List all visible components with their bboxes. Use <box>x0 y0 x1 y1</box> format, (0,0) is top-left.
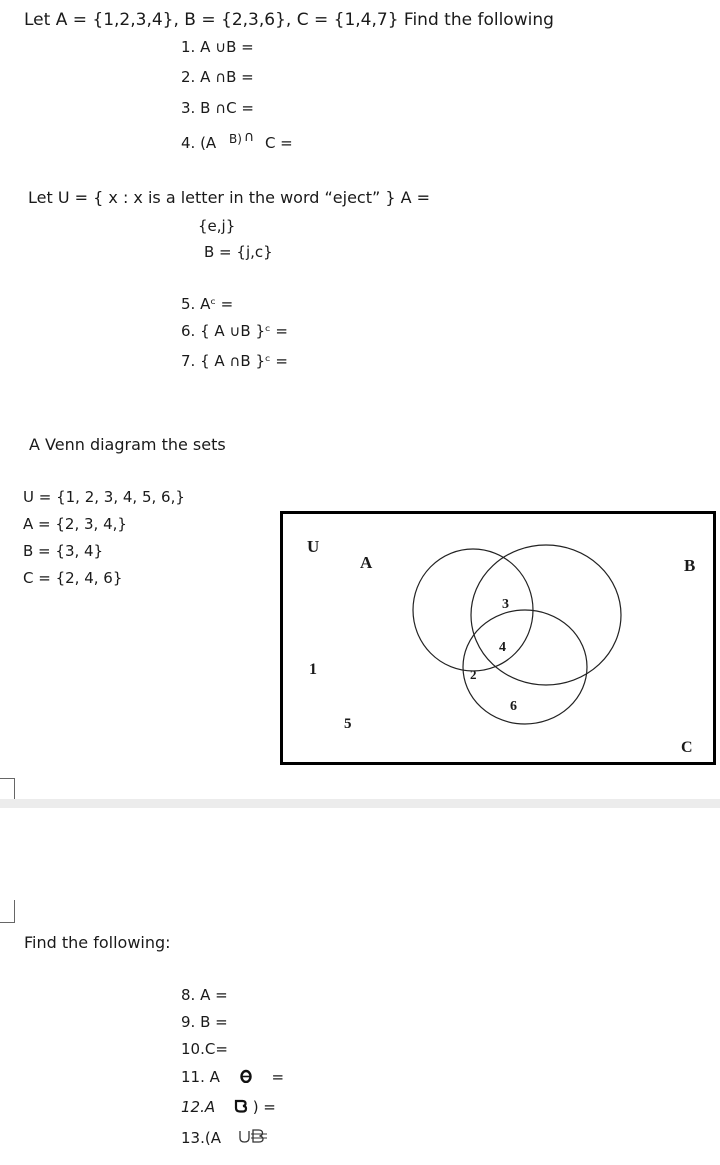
question-4-b: B <box>228 132 238 146</box>
question-12 <box>181 1099 276 1115</box>
question-12-suffix: ) = <box>252 1098 276 1116</box>
venn-diagram <box>280 511 716 765</box>
page-break <box>0 799 720 808</box>
question-4-prefix: 4. (A <box>181 134 217 152</box>
question-8: 8. A = <box>181 986 228 1004</box>
question-7: 7. { A ∩B }ᶜ = <box>181 352 288 370</box>
glyph-13-icon <box>238 1129 268 1144</box>
question-4-close: ) <box>237 132 242 146</box>
question-4-cap: ∩ <box>243 129 255 145</box>
region-5: 5 <box>344 716 352 732</box>
question-12-prefix: 12.A <box>181 1098 216 1116</box>
page-corner-top <box>0 778 15 801</box>
set-c: C = {2, 4, 6} <box>23 569 123 587</box>
glyph-12-icon <box>234 1099 248 1113</box>
find-heading: Find the following: <box>24 933 171 952</box>
question-11-suffix: = <box>271 1068 285 1086</box>
set-a-value: {e,j} <box>198 217 236 235</box>
region-4: 4 <box>499 640 506 655</box>
glyph-11-icon <box>239 1069 253 1083</box>
label-b: B <box>684 556 696 575</box>
venn-heading: A Venn diagram the sets <box>29 435 226 454</box>
page-corner-bottom <box>0 900 15 923</box>
question-4-suffix: C = <box>264 134 293 152</box>
question-13 <box>181 1129 268 1146</box>
question-9: 9. B = <box>181 1013 228 1031</box>
set-a: A = {2, 3, 4,} <box>23 515 127 533</box>
question-2: 2. A ∩B = <box>181 68 254 86</box>
question-11 <box>181 1069 284 1085</box>
universal-set: U = {1, 2, 3, 4, 5, 6,} <box>23 488 185 506</box>
region-2: 2 <box>470 667 477 682</box>
set-b-definition: B = {j,c} <box>204 243 273 261</box>
question-13-prefix: 13.(A <box>181 1129 221 1147</box>
question-11-prefix: 11. A <box>181 1068 220 1086</box>
question-6: 6. { A ∪B }ᶜ = <box>181 322 288 340</box>
circle-b <box>471 545 621 685</box>
label-a: A <box>360 553 373 572</box>
circle-a <box>413 549 533 671</box>
question-3: 3. B ∩C = <box>181 99 254 117</box>
question-5: 5. Aᶜ = <box>181 295 234 313</box>
question-1: 1. A ∪B = <box>181 38 254 56</box>
region-6: 6 <box>510 699 517 714</box>
label-u: U <box>307 537 320 556</box>
region-3: 3 <box>502 597 509 612</box>
section1-intro: Let A = {1,2,3,4}, B = {2,3,6}, C = {1,4,7} Find the following <box>24 10 554 30</box>
question-4 <box>181 129 293 152</box>
label-c: C <box>681 739 693 756</box>
region-1: 1 <box>309 661 317 678</box>
section2-intro: Let U = { x : x is a letter in the word “eject” } A = <box>28 188 431 207</box>
set-b: B = {3, 4} <box>23 542 104 560</box>
question-10: 10.C= <box>181 1040 228 1058</box>
circle-c <box>463 610 587 724</box>
